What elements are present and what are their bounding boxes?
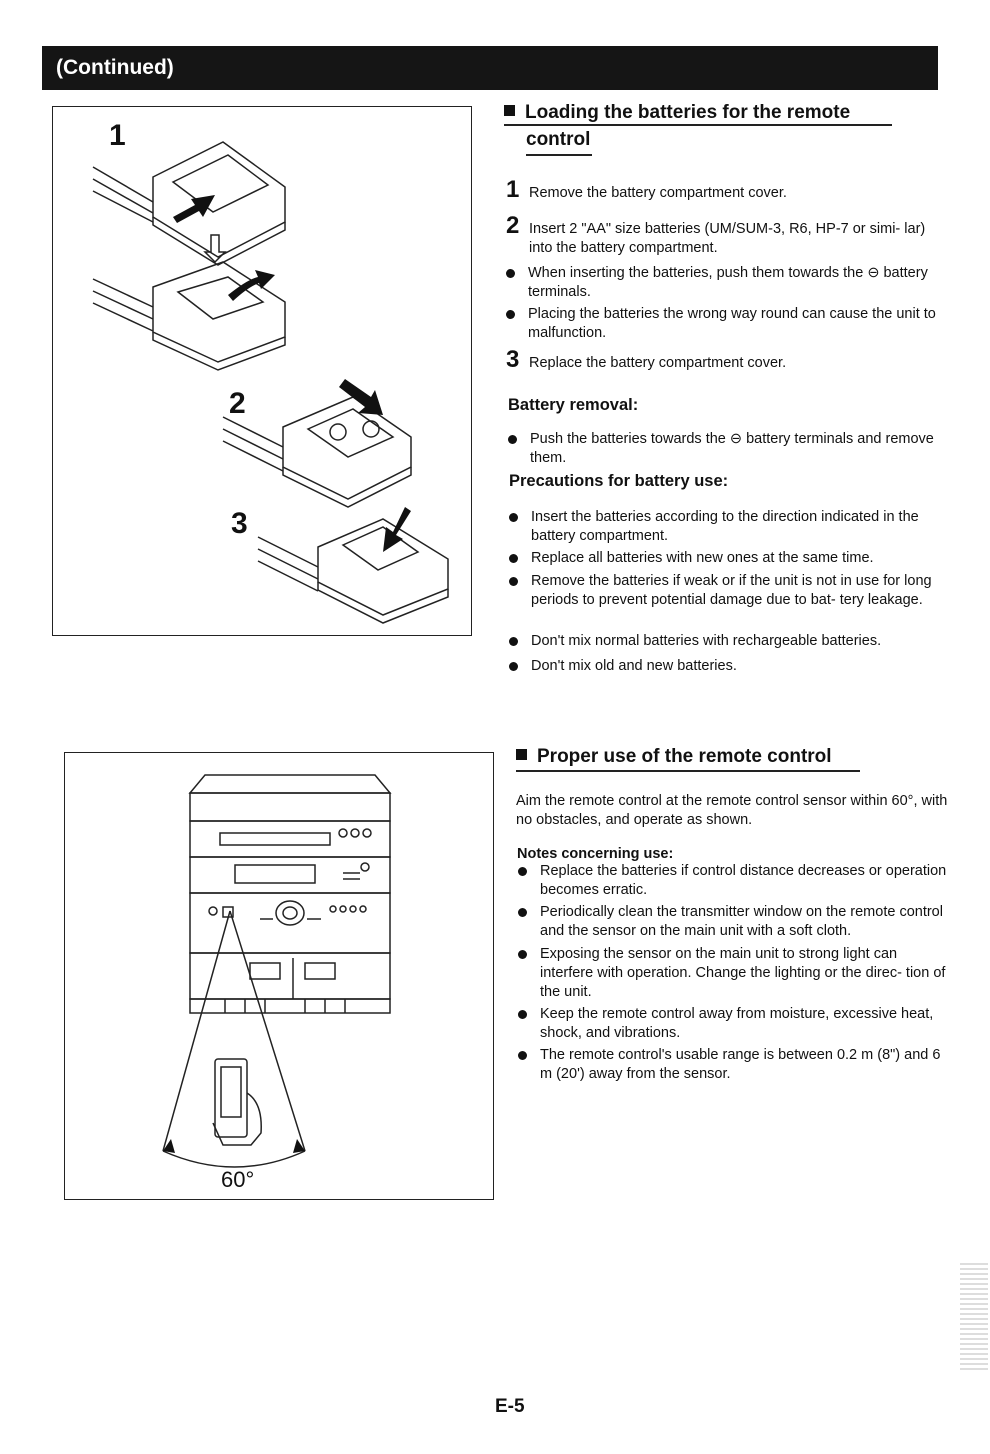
page-number: E-5 (495, 1396, 525, 1417)
loading-bullet-2: Placing the batteries the wrong way round can cause the unit to malfunction. (506, 305, 946, 343)
loading-step-3: 3 Replace the battery compartment cover. (506, 346, 787, 373)
note-item: The remote control's usable range is between 0.2 m (8") and 6 m (20') away from the sensor. (518, 1046, 954, 1084)
proper-use-title: Proper use of the remote control (516, 743, 832, 770)
bullet-dot (506, 310, 515, 319)
continued-label: (Continued) (56, 56, 174, 79)
loading-step-2: 2 Insert 2 "AA" size batteries (UM/SUM-3, R6, HP-7 or simi- lar) into the battery compartment. (506, 212, 926, 256)
precaution-item: Replace all batteries with new ones at the same time. (509, 549, 949, 568)
remote-control (215, 1059, 247, 1137)
precaution-item: Insert the batteries according to the direction indicated in the battery compartment. (509, 508, 949, 546)
remote-step4-drawing (258, 519, 448, 623)
title-underline-2 (526, 154, 592, 156)
precaution-item: Don't mix normal batteries with rechargeable batteries. (509, 632, 949, 651)
angle-label: 60° (221, 1167, 255, 1192)
bullet-dot (518, 950, 527, 959)
note-item: Keep the remote control away from moisture, excessive heat, shock, and vibrations. (518, 1005, 954, 1043)
bullet-dot (509, 577, 518, 586)
remote-step3-drawing (223, 397, 411, 507)
precaution-item: Remove the batteries if weak or if the unit is not in use for long periods to prevent potential damage due to bat- tery leakage. (509, 572, 949, 610)
loading-batteries-title-line2: control (526, 129, 591, 150)
remote-step1-drawing (93, 142, 285, 265)
lift-arrow-icon (228, 270, 275, 301)
note-item: Exposing the sensor on the main unit to strong light can interfere with operation. Change the lighting or the direc- tion of the unit. (518, 945, 954, 1002)
bullet-dot (506, 269, 515, 278)
remote-usage-figure (64, 752, 494, 1200)
bullet-dot (509, 662, 518, 671)
bullet-dot (509, 513, 518, 522)
proper-use-intro: Aim the remote control at the remote control sensor within 60°, with no obstacles, and operate as shown. (516, 793, 948, 828)
bullet-dot (518, 1010, 527, 1019)
arrow-down-icon (205, 235, 225, 262)
bullet-dot (508, 435, 517, 444)
bullet-dot (518, 1051, 527, 1060)
removal-bullet: Push the batteries towards the ⊖ battery terminals and remove them. (508, 430, 948, 468)
loading-step-1: 1 Remove the battery compartment cover. (506, 176, 787, 203)
figure-step-1-label: 1 (109, 119, 126, 152)
note-item: Replace the batteries if control distance decreases or operation becomes erratic. (518, 862, 954, 900)
loading-bullet-1: When inserting the batteries, push them towards the ⊖ battery terminals. (506, 264, 946, 302)
battery-loading-figure (52, 106, 472, 636)
battery-loading-illustration (53, 107, 471, 635)
page-edge-index-mark (960, 1262, 988, 1370)
bullet-dot (518, 867, 527, 876)
square-bullet-icon (516, 749, 527, 760)
figure-step-3-label: 3 (231, 507, 248, 540)
stereo-lid (190, 775, 390, 793)
angle-arc (163, 1151, 305, 1167)
bullet-dot (509, 554, 518, 563)
note-item: Periodically clean the transmitter window on the remote control and the sensor on the main unit with a soft cloth. (518, 903, 954, 941)
figure-step-2-label: 2 (229, 387, 246, 420)
title-underline-3 (516, 770, 860, 772)
loading-batteries-title: Loading the batteries for the remote (504, 99, 850, 126)
range-line-left (163, 911, 230, 1151)
precaution-item: Don't mix old and new batteries. (509, 657, 949, 676)
square-bullet-icon (504, 105, 515, 116)
bullet-dot (518, 908, 527, 917)
battery-removal-title: Battery removal: (508, 396, 639, 414)
insert-arrow-icon (339, 379, 383, 415)
notes-title: Notes concerning use: (517, 846, 674, 862)
stereo-system-illustration (65, 753, 493, 1199)
continued-header-bar (42, 46, 938, 90)
close-arrow-icon (383, 507, 411, 552)
bullet-dot (509, 637, 518, 646)
precautions-title: Precautions for battery use: (509, 472, 729, 490)
